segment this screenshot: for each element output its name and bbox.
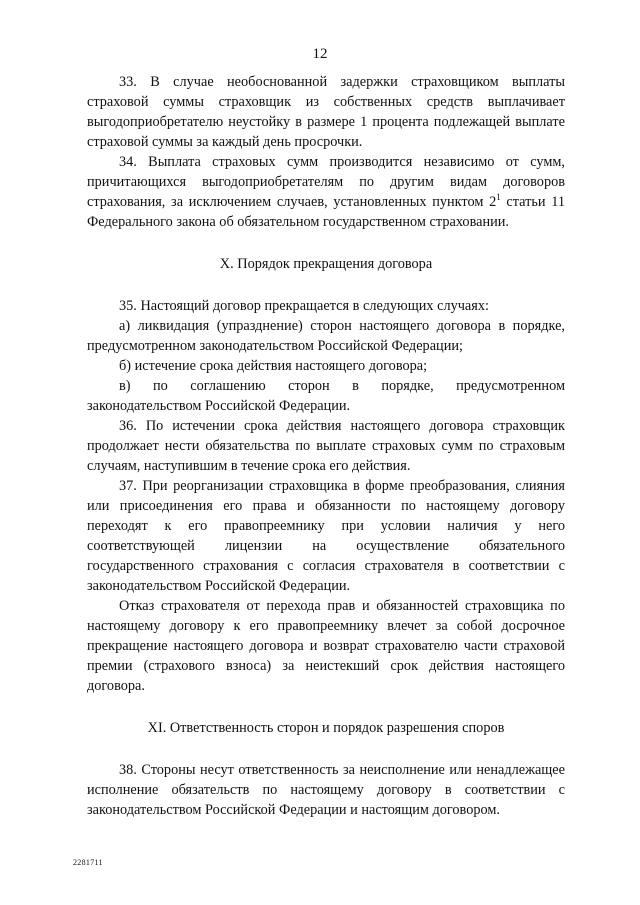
paragraph-37: 37. При реорганизации страховщика в форме преобразования, слияния или присоединения его права и обязанности по настоящему договору переходят к его правопреемнику при условии наличия у него соответствующей лицензии на осуществление обязательного государственного страхования с согласия страхователя в соответствии с законодательством Российской Федерации. xyxy=(87,478,565,594)
paragraph-38: 38. Стороны несут ответственность за неисполнение или ненадлежащее исполнение обязательств по настоящему договору в соответствии с законодательством Российской Федерации и настоящим договором. xyxy=(87,762,565,818)
paragraph-35-a: а) ликвидация (упразднение) сторон настоящего договора в порядке, предусмотренном законодательством Российской Федерации; xyxy=(87,318,565,354)
paragraph-35-b: б) истечение срока действия настоящего договора; xyxy=(119,358,428,374)
paragraph-36: 36. По истечении срока действия настоящего договора страховщик продолжает нести обязательства по выплате страховых сумм по страховым случаям, наступившим в течение срока его действия. xyxy=(87,418,565,474)
document-body xyxy=(87,72,565,820)
paragraph-35-c: в) по соглашению сторон в порядке, предусмотренном законодательством Российской Федерации. xyxy=(87,378,565,414)
section-heading-xi: XI. Ответственность сторон и порядок разрешения споров xyxy=(147,720,505,736)
paragraph-33: 33. В случае необоснованной задержки страховщиком выплаты страховой суммы страховщик из собственных средств выплачивает выгодоприобретателю неустойку в размере 1 процента подлежащей выплате страховой суммы за каждый день просрочки. xyxy=(87,74,565,150)
paragraph-35: 35. Настоящий договор прекращается в следующих случаях: xyxy=(119,298,489,314)
page-number: 12 xyxy=(312,46,328,62)
section-heading-x: X. Порядок прекращения договора xyxy=(219,256,433,272)
paragraph-34-superscript: 1 xyxy=(496,192,501,203)
paragraph-34 xyxy=(87,152,565,232)
paragraph-37-refusal: Отказ страхователя от перехода прав и обязанностей страховщика по настоящему договору к его правопреемнику влечет за собой досрочное прекращение настоящего договора и возврат страхователю части страховой премии (страхового взноса) за неистекший срок действия настоящего договора. xyxy=(87,598,565,694)
document-code: 2281711 xyxy=(73,858,103,867)
paragraph-34-main: 34. Выплата страховых сумм производится независимо от сумм, причитающихся выгодоприобретателям по другим видам договоров страхования, за исключением случаев, установленных пунктом 2 xyxy=(87,154,565,210)
paragraph-34-rest: статьи 11 Федерального закона об обязательном государственном страховании. xyxy=(87,194,566,230)
